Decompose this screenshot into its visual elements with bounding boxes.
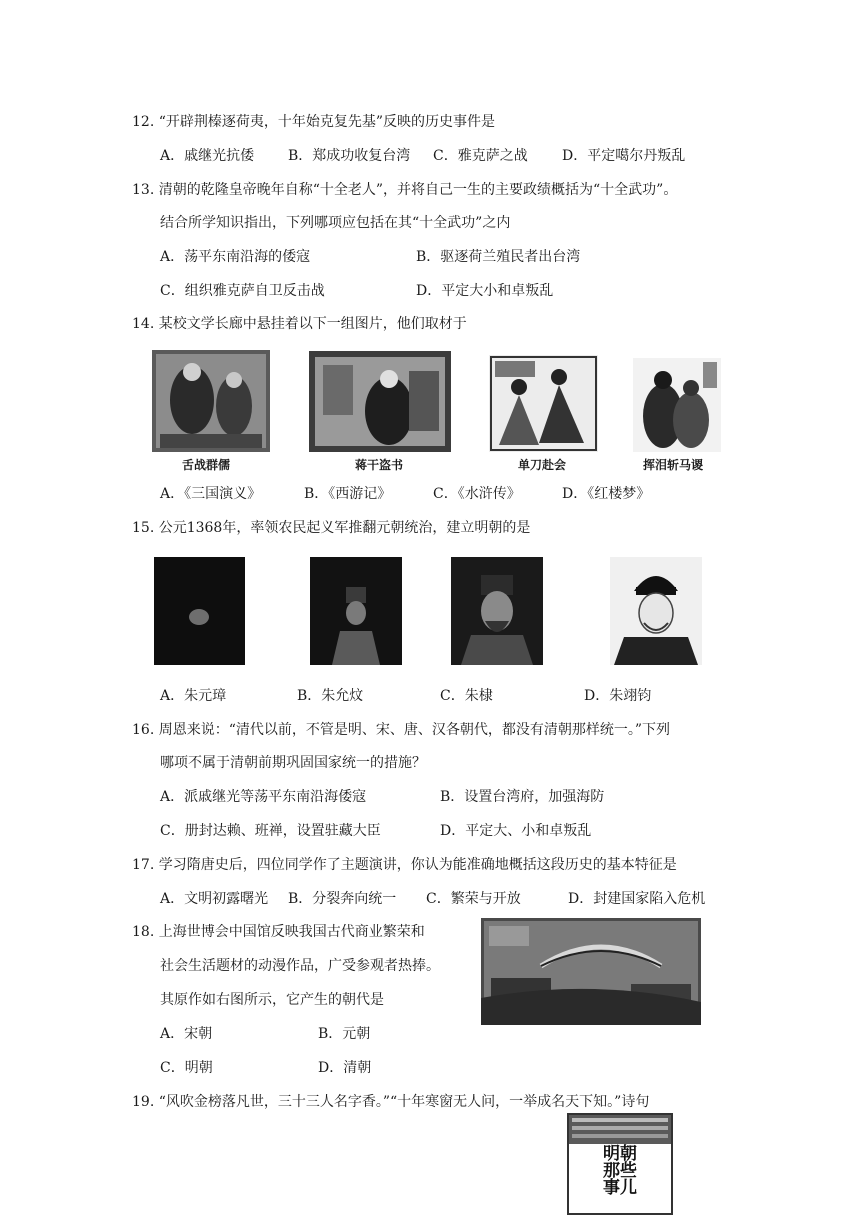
q18-option-d: D．清朝 <box>318 1060 372 1076</box>
q13-option-d: D．平定大小和卓叛乱 <box>416 283 554 299</box>
q17-stem: 17. 学习隋唐史后，四位同学作了主题演讲，你认为能准确地概括这段历史的基本特征是 <box>132 857 677 873</box>
q18-stem-line3: 其原作如右图所示，它产生的朝代是 <box>160 992 384 1008</box>
q14-option-a: A．《三国演义》 <box>160 486 262 502</box>
q13-stem-line2: 结合所学知识指出，下列哪项应包括在其“十全武功”之内 <box>160 215 511 231</box>
q13-option-b: B．驱逐荷兰殖民者出台湾 <box>416 249 581 265</box>
q12-option-c: C．雅克萨之战 <box>433 148 528 164</box>
q15-portrait-2 <box>310 557 402 665</box>
q14-option-d: D．《红楼梦》 <box>562 486 651 502</box>
q16-stem-line2: 哪项不属于清朝前期巩固国家统一的措施？ <box>160 755 426 771</box>
q14-caption-2: 蒋干盗书 <box>355 458 404 472</box>
q13-option-c: C．组织雅克萨自卫反击战 <box>160 283 325 299</box>
q13-option-a: A．荡平东南沿海的倭寇 <box>160 249 311 265</box>
q17-option-a: A．文明初露曙光 <box>160 891 269 907</box>
q12-option-b: B．郑成功收复台湾 <box>288 148 411 164</box>
q14-illustration-4 <box>633 358 721 452</box>
q19-stem: 19. “风吹金榜落凡世，三十三人名字香。”“十年寒窗无人问，一举成名天下知。”诗句 <box>132 1094 650 1110</box>
q14-option-c: C．《水浒传》 <box>433 486 521 502</box>
q19-book-cover <box>566 1112 674 1216</box>
q12-option-d: D．平定噶尔丹叛乱 <box>562 148 686 164</box>
q16-option-d: D．平定大、小和卓叛乱 <box>440 823 592 839</box>
q18-stem-line2: 社会生活题材的动漫作品，广受参观者热捧。 <box>160 958 440 974</box>
q14-caption-4: 挥泪斩马谡 <box>643 458 704 472</box>
q18-painting <box>481 918 701 1025</box>
q13-stem-line1: 13. 清朝的乾隆皇帝晚年自称“十全老人”，并将自己一生的主要政绩概括为“十全武功”。 <box>132 182 678 198</box>
q14-caption-1: 舌战群儒 <box>182 458 231 472</box>
q15-option-d: D．朱翊钧 <box>584 688 652 704</box>
q15-stem: 15. 公元1368年，率领农民起义军推翻元朝统治，建立明朝的是 <box>132 520 531 536</box>
q17-option-b: B．分裂奔向统一 <box>288 891 397 907</box>
q12-stem: 12. “开辟荆榛逐荷夷，十年始克复先基”反映的历史事件是 <box>132 114 496 130</box>
q14-illustration-3 <box>489 355 598 452</box>
q19-book-title: 明朝那些事儿 <box>603 1144 637 1198</box>
q15-option-a: A．朱元璋 <box>160 688 227 704</box>
q15-option-b: B．朱允炆 <box>297 688 364 704</box>
q16-stem-line1: 16. 周恩来说：“清代以前，不管是明、宋、唐、汉各朝代，都没有清朝那样统一。”下列 <box>132 722 671 738</box>
q14-caption-3: 单刀赴会 <box>518 458 567 472</box>
q18-option-c: C．明朝 <box>160 1060 213 1076</box>
q17-option-c: C．繁荣与开放 <box>426 891 521 907</box>
q16-option-c: C．册封达赖、班禅，设置驻藏大臣 <box>160 823 381 839</box>
q15-option-c: C．朱棣 <box>440 688 493 704</box>
q14-stem: 14. 某校文学长廊中悬挂着以下一组图片，他们取材于 <box>132 316 467 332</box>
q14-illustration-2 <box>309 351 451 452</box>
q15-portrait-1 <box>154 557 245 665</box>
q14-option-b: B．《西游记》 <box>304 486 392 502</box>
q15-portrait-4 <box>610 557 702 665</box>
q15-portrait-3 <box>451 557 543 665</box>
q16-option-b: B．设置台湾府，加强海防 <box>440 789 605 805</box>
q14-illustration-1 <box>152 350 270 452</box>
q16-option-a: A．派戚继光等荡平东南沿海倭寇 <box>160 789 367 805</box>
q18-stem-line1: 18. 上海世博会中国馆反映我国古代商业繁荣和 <box>132 924 425 940</box>
q18-option-a: A．宋朝 <box>160 1026 213 1042</box>
q17-option-d: D．封建国家陷入危机 <box>568 891 706 907</box>
q12-option-a: A．戚继光抗倭 <box>160 148 255 164</box>
q18-option-b: B．元朝 <box>318 1026 371 1042</box>
